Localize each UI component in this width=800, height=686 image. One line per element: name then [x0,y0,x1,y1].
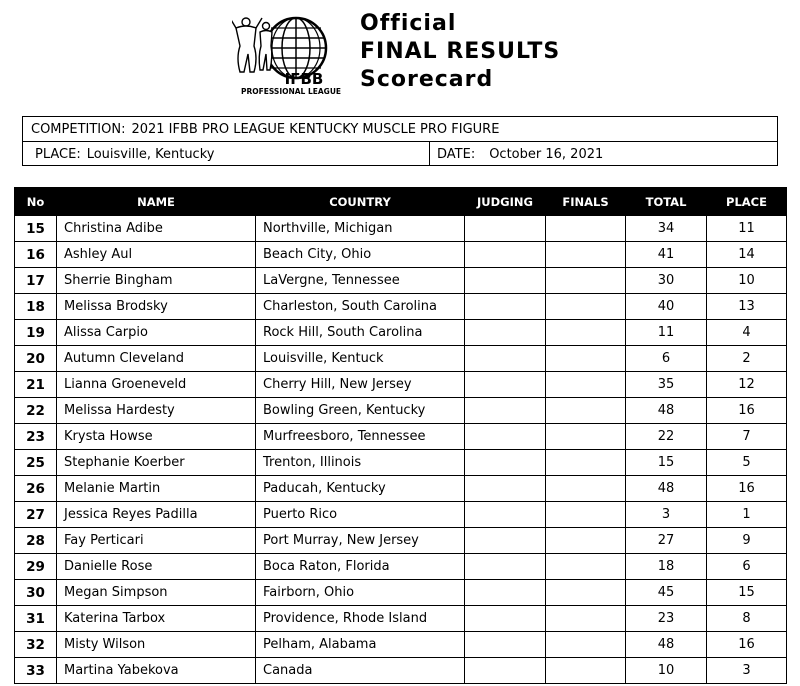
finals-score [546,658,626,684]
place-date-row [23,142,777,166]
total-score: 48 [626,398,707,424]
total-score: 6 [626,346,707,372]
place-value: Louisville, Kentucky [86,146,215,162]
judging-score [465,398,546,424]
judging-score [465,346,546,372]
athlete-number: 31 [15,606,57,632]
logo-subtext: PROFESSIONAL LEAGUE [240,87,342,96]
finals-score [546,502,626,528]
judging-score [465,580,546,606]
athlete-name: Krysta Howse [57,424,256,450]
athlete-name: Autumn Cleveland [57,346,256,372]
athlete-number: 33 [15,658,57,684]
athlete-number: 22 [15,398,57,424]
table-row [15,528,787,554]
total-score: 11 [626,320,707,346]
judging-score [465,450,546,476]
athlete-number: 29 [15,554,57,580]
athlete-number: 27 [15,502,57,528]
judging-score [465,632,546,658]
table-row [15,502,787,528]
table-row [15,606,787,632]
athlete-name: Melissa Brodsky [57,294,256,320]
date-label: DATE: [437,146,476,162]
title-line-1: Official [360,11,457,36]
place-value: 3 [707,658,787,684]
finals-score [546,606,626,632]
total-score: 35 [626,372,707,398]
table-row [15,320,787,346]
finals-score [546,268,626,294]
total-score: 10 [626,658,707,684]
athlete-number: 21 [15,372,57,398]
finals-score [546,528,626,554]
ifbb-globe-icon [232,14,350,96]
athlete-number: 28 [15,528,57,554]
athlete-country: Providence, Rhode Island [256,606,465,632]
judging-score [465,476,546,502]
table-row [15,268,787,294]
table-row [15,242,787,268]
place-value: 16 [707,476,787,502]
judging-score [465,216,546,242]
athlete-name: Martina Yabekova [57,658,256,684]
athlete-country: Northville, Michigan [256,216,465,242]
header-finals: FINALS [546,188,626,216]
header-country: COUNTRY [256,188,465,216]
table-row [15,398,787,424]
place-value: 9 [707,528,787,554]
total-score: 23 [626,606,707,632]
place-value: 16 [707,632,787,658]
athlete-name: Danielle Rose [57,554,256,580]
total-score: 48 [626,476,707,502]
header-total: TOTAL [626,188,707,216]
athlete-name: Lianna Groeneveld [57,372,256,398]
athlete-name: Katerina Tarbox [57,606,256,632]
athlete-country: Boca Raton, Florida [256,554,465,580]
finals-score [546,398,626,424]
total-score: 30 [626,268,707,294]
athlete-country: Rock Hill, South Carolina [256,320,465,346]
total-score: 18 [626,554,707,580]
judging-score [465,606,546,632]
total-score: 34 [626,216,707,242]
place-cell [35,142,214,166]
judging-score [465,424,546,450]
athlete-country: Louisville, Kentuck [256,346,465,372]
table-header-row [15,188,787,216]
athlete-number: 20 [15,346,57,372]
table-row [15,216,787,242]
competition-info-box [22,116,778,166]
athlete-name: Ashley Aul [57,242,256,268]
finals-score [546,424,626,450]
header-no: No [15,188,57,216]
athlete-country: Charleston, South Carolina [256,294,465,320]
header-name: NAME [57,188,256,216]
athlete-number: 15 [15,216,57,242]
total-score: 15 [626,450,707,476]
total-score: 41 [626,242,707,268]
place-value: 4 [707,320,787,346]
header-place: PLACE [707,188,787,216]
athlete-country: Bowling Green, Kentucky [256,398,465,424]
athlete-number: 23 [15,424,57,450]
place-value: 13 [707,294,787,320]
athlete-country: Canada [256,658,465,684]
athlete-name: Fay Perticari [57,528,256,554]
judging-score [465,658,546,684]
finals-score [546,320,626,346]
athlete-number: 19 [15,320,57,346]
table-row [15,346,787,372]
results-table [14,187,787,684]
athlete-country: Cherry Hill, New Jersey [256,372,465,398]
results-body [15,216,787,684]
athlete-country: Fairborn, Ohio [256,580,465,606]
total-score: 27 [626,528,707,554]
finals-score [546,372,626,398]
athlete-name: Melanie Martin [57,476,256,502]
finals-score [546,632,626,658]
table-row [15,632,787,658]
date-value: October 16, 2021 [489,146,604,162]
athlete-name: Stephanie Koerber [57,450,256,476]
athlete-country: Trenton, Illinois [256,450,465,476]
header-judging: JUDGING [465,188,546,216]
place-value: 14 [707,242,787,268]
place-value: 7 [707,424,787,450]
athlete-name: Christina Adibe [57,216,256,242]
athlete-number: 30 [15,580,57,606]
athlete-number: 16 [15,242,57,268]
title-line-2: FINAL RESULTS [360,39,561,64]
competition-row [23,117,777,142]
competition-cell [31,117,499,141]
judging-score [465,502,546,528]
finals-score [546,476,626,502]
athlete-country: LaVergne, Tennessee [256,268,465,294]
place-value: 8 [707,606,787,632]
table-row [15,580,787,606]
athlete-country: Murfreesboro, Tennessee [256,424,465,450]
place-value: 2 [707,346,787,372]
place-value: 10 [707,268,787,294]
ifbb-logo [232,14,350,96]
total-score: 40 [626,294,707,320]
athlete-number: 17 [15,268,57,294]
title-line-3: Scorecard [360,67,494,92]
place-value: 6 [707,554,787,580]
judging-score [465,372,546,398]
athlete-country: Puerto Rico [256,502,465,528]
table-row [15,450,787,476]
table-row [15,554,787,580]
judging-score [465,242,546,268]
finals-score [546,580,626,606]
athlete-name: Sherrie Bingham [57,268,256,294]
table-row [15,294,787,320]
judging-score [465,320,546,346]
total-score: 48 [626,632,707,658]
judging-score [465,268,546,294]
athlete-name: Misty Wilson [57,632,256,658]
scorecard-title [360,10,560,94]
table-row [15,424,787,450]
athlete-name: Melissa Hardesty [57,398,256,424]
place-value: 5 [707,450,787,476]
place-value: 16 [707,398,787,424]
finals-score [546,554,626,580]
table-row [15,372,787,398]
finals-score [546,216,626,242]
date-cell [437,142,603,166]
place-value: 1 [707,502,787,528]
judging-score [465,554,546,580]
athlete-number: 18 [15,294,57,320]
table-row [15,658,787,684]
athlete-name: Alissa Carpio [57,320,256,346]
place-value: 15 [707,580,787,606]
total-score: 3 [626,502,707,528]
athlete-name: Megan Simpson [57,580,256,606]
place-label: PLACE: [35,146,81,162]
finals-score [546,346,626,372]
athlete-country: Pelham, Alabama [256,632,465,658]
table-row [15,476,787,502]
athlete-name: Jessica Reyes Padilla [57,502,256,528]
finals-score [546,294,626,320]
athlete-country: Beach City, Ohio [256,242,465,268]
total-score: 22 [626,424,707,450]
judging-score [465,528,546,554]
athlete-number: 25 [15,450,57,476]
place-value: 12 [707,372,787,398]
info-divider [429,142,430,166]
athlete-number: 32 [15,632,57,658]
athlete-country: Port Murray, New Jersey [256,528,465,554]
finals-score [546,450,626,476]
athlete-number: 26 [15,476,57,502]
total-score: 45 [626,580,707,606]
athlete-country: Paducah, Kentucky [256,476,465,502]
competition-label: COMPETITION: [31,121,126,137]
competition-name: 2021 IFBB PRO LEAGUE KENTUCKY MUSCLE PRO FIGURE [131,121,500,137]
place-value: 11 [707,216,787,242]
logo-text: IFBB [284,70,324,88]
finals-score [546,242,626,268]
judging-score [465,294,546,320]
